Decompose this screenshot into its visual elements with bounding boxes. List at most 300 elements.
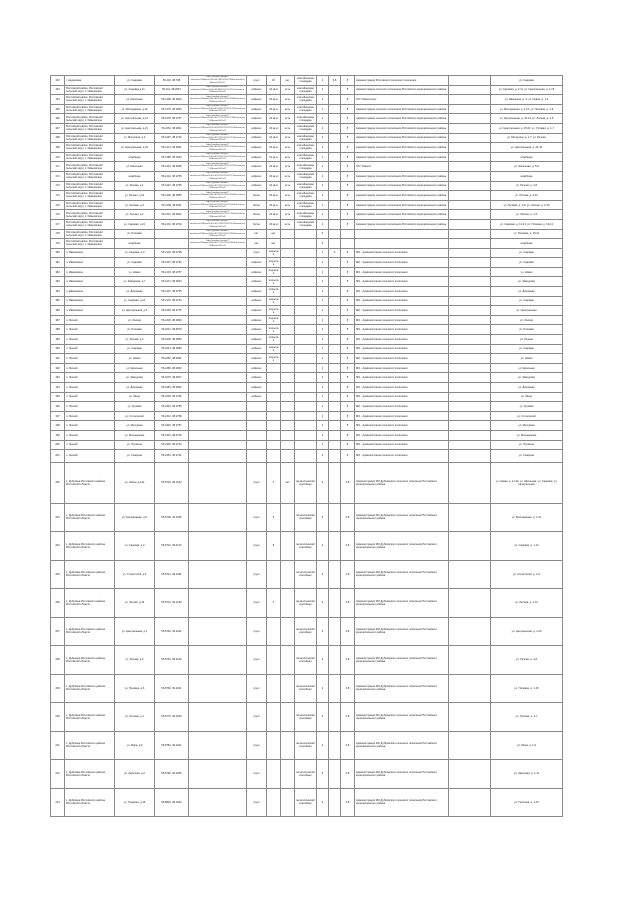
cell-map-link: https://yandex.ru/maps/?whatshere%5Bpoint%5D=38.2811%2C56.2161&whatshere%5Bzoom%5D=17 <box>190 124 245 132</box>
cell-settlement: Ростовский район, Ростовский сельский округ, с. Ивановское <box>65 143 115 153</box>
cell-container-volume <box>329 85 341 95</box>
cell-area <box>267 373 281 383</box>
cell-owner: МО - Администрация сельского поселения <box>355 354 449 364</box>
cell-address: ул. Центральная, д.21 <box>115 123 155 133</box>
cell-address: ул. Школьная <box>115 363 155 373</box>
cell-served-objects: ул. Строителей, д. 1-9 <box>491 560 563 589</box>
cell-coordinates: 56.2107, 38.2763 <box>155 258 189 268</box>
table-row <box>51 123 563 133</box>
cell-coordinates <box>155 239 189 249</box>
cell-container-type: металлический контейнер <box>295 788 317 817</box>
cell-fence <box>281 277 295 287</box>
cell-container-type: контейнерная площадка <box>295 171 317 181</box>
table-row <box>51 95 563 105</box>
cell-settlement: Ростовский район, Ростовский сельский округ, с. Ивановское <box>65 104 115 114</box>
cell-row-number: 204 <box>51 532 65 561</box>
cell-container-count: 1 <box>317 152 329 162</box>
cell-map-link <box>189 287 247 297</box>
cell-settlement: Ростовский район, Ростовский сельский округ, с. Ивановское <box>65 123 115 133</box>
cell-container-count: 2 <box>317 462 329 503</box>
cell-sources <box>449 532 491 561</box>
cell-row-number: 196 <box>51 402 65 412</box>
table-row <box>51 200 563 210</box>
cell-fence: есть <box>281 152 295 162</box>
cell-fence <box>281 532 295 561</box>
cell-container-type <box>295 315 317 325</box>
cell-settlement: п. Лесной <box>65 430 115 440</box>
cell-owner: Администрация сельского поселения Ростовского муниципального района <box>355 210 449 220</box>
cell-fence <box>281 560 295 589</box>
cell-surface: асфальт <box>247 123 267 133</box>
cell-fence: есть <box>281 191 295 201</box>
table-row <box>51 411 563 421</box>
table-row <box>51 402 563 412</box>
cell-row-number: 208 <box>51 646 65 675</box>
cell-served-objects: ул. Заводская <box>491 373 563 383</box>
cell-container-volume <box>329 617 341 646</box>
cell-surface: асфальт <box>247 325 267 335</box>
table-row <box>51 76 563 86</box>
cell-map-link: https://yandex.ru/maps/?whatshere%5Bpoint%5D=38.2801%2C56.211&whatshere%5Bzoom%5D=17 <box>189 85 247 95</box>
cell-capacity: 8 <box>341 267 355 277</box>
cell-served-objects: ул. Речная, д. 1-8 <box>491 646 563 675</box>
cell-map-link: https://yandex.ru/maps/?whatshere%5Bpoint%5D=38.2838%2C56.2141&whatshere%5Bzoom%5D=17 <box>190 162 245 170</box>
cell-container-volume <box>329 363 341 373</box>
cell-address: ул. Заречная, д.2 <box>115 760 155 789</box>
cell-sources <box>449 277 491 287</box>
cell-address: ул. Строителей <box>115 411 155 421</box>
cell-area: 16 кв.м <box>267 133 281 143</box>
table-row <box>51 617 563 646</box>
cell-capacity <box>341 229 355 239</box>
cell-map-link <box>189 674 247 703</box>
cell-container-volume <box>329 532 341 561</box>
cell-row-number: 175 <box>51 200 65 210</box>
cell-owner: МО - Администрация сельского поселения <box>355 306 449 316</box>
cell-sources <box>449 503 491 532</box>
cell-container-count: 1 <box>317 258 329 268</box>
table-row <box>51 267 563 277</box>
cell-settlement: Ростовский район, Ростовский сельский округ, с. Ивановское <box>65 171 115 181</box>
cell-address: ул. Садовая, д.12 <box>115 296 155 306</box>
cell-fence: есть <box>281 143 295 153</box>
cell-fence: есть <box>281 114 295 124</box>
cell-surface: асфальт <box>247 152 267 162</box>
cell-container-volume <box>329 589 341 618</box>
cell-row-number: 195 <box>51 392 65 402</box>
table-row <box>51 229 563 239</box>
cell-settlement: п. Ивановское <box>65 277 115 287</box>
cell-owner: МО - Администрация сельского поселения <box>355 392 449 402</box>
cell-area: открытая <box>267 277 281 287</box>
cell-container-count: 0 <box>317 239 329 249</box>
cell-area <box>267 674 281 703</box>
cell-coordinates: 56.2211, 38.2870 <box>155 325 189 335</box>
cell-fence <box>281 392 295 402</box>
cell-container-type: металлический контейнер <box>295 462 317 503</box>
cell-area: 16 кв.м <box>267 114 281 124</box>
table-row <box>51 674 563 703</box>
cell-address: ул. Полевая <box>115 229 155 239</box>
cell-container-type <box>295 335 317 345</box>
cell-capacity: 0,8 <box>341 462 355 503</box>
cell-owner: Администрация МО Дубровского сельского поселения Ростовского муниципального района <box>355 589 449 618</box>
cell-owner: МО - Администрация сельского поселения <box>355 335 449 345</box>
cell-container-count: 1 <box>317 200 329 210</box>
cell-served-objects: ул. Мичурина <box>491 421 563 431</box>
cell-container-volume <box>329 335 341 345</box>
cell-sources <box>449 411 491 421</box>
cell-served-objects: ул. Мира <box>491 392 563 402</box>
cell-capacity: 0,8 <box>341 560 355 589</box>
cell-capacity: 8 <box>341 325 355 335</box>
cell-fence <box>281 440 295 450</box>
cell-container-count: 1 <box>317 210 329 220</box>
cell-coordinates: 56.2128, 38.2810 <box>155 95 189 105</box>
cell-container-volume <box>329 191 341 201</box>
cell-area <box>267 402 281 412</box>
table-row <box>51 114 563 124</box>
cell-served-objects: ул. Новая <box>491 354 563 364</box>
cell-served-objects: ул. Садовая, д. 12-21; ул. Полевая, д. 10-14 <box>491 219 563 229</box>
registry-table <box>50 75 563 817</box>
cell-sources <box>449 462 491 503</box>
cell-map-link: https://yandex.ru/maps/?whatshere%5Bpoint%5D=38.2720%2C56.2090&whatshere%5Bzoom%5D=17 <box>190 229 245 238</box>
cell-area: 5 <box>267 503 281 532</box>
cell-address: ул. Центральная, д.1 <box>115 617 155 646</box>
cell-map-link <box>189 392 247 402</box>
cell-owner: МО - Администрация сельского поселения <box>355 277 449 287</box>
cell-fence <box>281 411 295 421</box>
cell-sources <box>449 731 491 760</box>
cell-fence: есть <box>281 133 295 143</box>
table-row <box>51 306 563 316</box>
registry-rows <box>51 76 563 817</box>
cell-served-objects: ул. Луговая <box>491 402 563 412</box>
cell-surface: грунт <box>247 617 267 646</box>
cell-coordinates: 56.2331, 38.2745 <box>155 430 189 440</box>
cell-map-link: https://yandex.ru/maps/?whatshere%5Bpoint%5D=38.2924%2C56.2185&whatshere%5Bzoom%5D=17 <box>190 153 245 161</box>
cell-container-volume <box>329 430 341 440</box>
cell-container-count: 2 <box>317 788 329 817</box>
table-row <box>51 440 563 450</box>
cell-container-type: контейнерная площадка <box>295 219 317 229</box>
cell-coordinates: 56.2252, 38.2841 <box>155 354 189 364</box>
cell-served-objects: ул. Луговая, д. 1-9; ул. Лесная, д. 6-10 <box>491 200 563 210</box>
cell-address: ул. Заводская, д.7 <box>115 277 155 287</box>
cell-served-objects: ул. Мира, д. 1-9 <box>491 731 563 760</box>
cell-container-type <box>295 411 317 421</box>
cell-owner: Администрация сельского поселения Ростовского муниципального района <box>355 171 449 181</box>
cell-map-link <box>189 646 247 675</box>
cell-area: 16 кв.м <box>267 85 281 95</box>
cell-fence <box>281 344 295 354</box>
cell-row-number: 162 <box>51 76 65 86</box>
cell-container-type <box>295 450 317 462</box>
cell-container-volume <box>329 123 341 133</box>
cell-container-count: 1 <box>317 392 329 402</box>
table-row <box>51 392 563 402</box>
cell-coordinates: 56.2102, 38.2798 <box>155 248 189 258</box>
cell-row-number: 184 <box>51 287 65 297</box>
cell-container-type: контейнерная площадка <box>295 104 317 114</box>
cell-row-number: 163 <box>51 85 65 95</box>
cell-row-number: 198 <box>51 421 65 431</box>
cell-served-objects: ул. Садовая <box>491 258 563 268</box>
cell-row-number: 209 <box>51 674 65 703</box>
cell-capacity: 8 <box>341 114 355 124</box>
cell-container-type <box>295 239 317 249</box>
cell-capacity: 8 <box>341 296 355 306</box>
cell-capacity: 8 <box>341 85 355 95</box>
cell-capacity: 8 <box>341 392 355 402</box>
cell-map-link: https://yandex.ru/maps/?whatshere%5Bpoint%5D=38.2830%2C56.2175&whatshere%5Bzoom%5D=17 <box>190 105 245 113</box>
cell-surface: грунт <box>247 589 267 618</box>
cell-owner: МО - Администрация сельского поселения <box>355 421 449 431</box>
cell-capacity: 0,8 <box>341 617 355 646</box>
cell-address: ул. Речная, д.12 <box>115 191 155 201</box>
cell-capacity: 8 <box>341 152 355 162</box>
table-row <box>51 152 563 162</box>
cell-area: 16 кв.м <box>267 162 281 172</box>
cell-sources <box>449 760 491 789</box>
cell-container-volume <box>329 219 341 229</box>
cell-settlement: Ростовский район, Ростовский сельский округ, с. Ивановское <box>65 191 115 201</box>
cell-settlement: п. Лесной <box>65 421 115 431</box>
table-row <box>51 162 563 172</box>
cell-capacity: 0,8 <box>341 503 355 532</box>
cell-address: ул. Дорожная <box>115 383 155 393</box>
cell-address: ул. Новая <box>115 354 155 364</box>
cell-served-objects: ул. Школьная, д. 5-8 <box>491 162 563 172</box>
cell-coordinates: 56.2178, 38.2757 <box>155 114 189 124</box>
cell-address: ул. Центральная, д.14 <box>115 114 155 124</box>
cell-container-volume <box>329 143 341 153</box>
cell-container-type: контейнерная площадка <box>295 181 317 191</box>
cell-container-type: металлический контейнер <box>295 646 317 675</box>
cell-fence <box>281 760 295 789</box>
cell-served-objects: ул. Молодежная, д. 1-10 <box>491 503 563 532</box>
cell-owner: Администрация МО Дубровского сельского поселения Ростовского муниципального района <box>355 617 449 646</box>
cell-area: 12 кв.м <box>267 152 281 162</box>
cell-map-link <box>189 277 247 287</box>
table-row <box>51 219 563 229</box>
cell-settlement: с. Дубровка Ростовского района Ростовской области <box>65 560 115 589</box>
cell-row-number: 192 <box>51 363 65 373</box>
cell-fence <box>281 617 295 646</box>
cell-sources <box>449 306 491 316</box>
cell-container-count: 1 <box>317 344 329 354</box>
cell-surface: грунт <box>247 760 267 789</box>
cell-surface: асфальт <box>247 306 267 316</box>
cell-owner: МО - Администрация сельского поселения <box>355 363 449 373</box>
cell-fence <box>281 229 295 239</box>
cell-owner: МО - Администрация сельского поселения <box>355 450 449 462</box>
cell-sources <box>449 335 491 345</box>
cell-owner: Администрация сельского поселения Ростовского муниципального района <box>355 104 449 114</box>
cell-coordinates: 56.8712, 39.2170 <box>155 532 189 561</box>
cell-capacity: 8 <box>341 421 355 431</box>
cell-container-count: 1 <box>317 383 329 393</box>
cell-sources <box>449 181 491 191</box>
cell-container-count: 1 <box>317 354 329 364</box>
cell-address: ул. Мичурина, д.2 <box>115 133 155 143</box>
cell-capacity: 8 <box>341 258 355 268</box>
cell-fence: есть <box>281 171 295 181</box>
cell-surface: нет <box>247 239 267 249</box>
cell-coordinates: 56.8762, 39.2221 <box>155 674 189 703</box>
cell-settlement: Ростовский район, Ростовский сельский округ, с. Ивановское <box>65 219 115 229</box>
table-row <box>51 760 563 789</box>
cell-row-number: 203 <box>51 503 65 532</box>
cell-map-link: https://yandex.ru/maps/?whatshere%5Bpoint%5D=38.2742%2C56.2197&whatshere%5Bzoom%5D=17 <box>190 133 245 142</box>
cell-container-type <box>295 229 317 239</box>
cell-container-count: 1 <box>317 363 329 373</box>
cell-fence <box>281 335 295 345</box>
cell-container-count: 2 <box>317 646 329 675</box>
cell-surface: асфальт <box>247 392 267 402</box>
cell-settlement: с. Дубровка Ростовского района Ростовской области <box>65 760 115 789</box>
cell-area: открытая <box>267 315 281 325</box>
cell-surface: бетон <box>247 191 267 201</box>
cell-sources <box>449 450 491 462</box>
cell-coordinates: 56.2113, 38.2820 <box>155 210 189 220</box>
cell-capacity: 8 <box>341 95 355 105</box>
cell-fence <box>281 258 295 268</box>
cell-sources <box>449 383 491 393</box>
cell-capacity: 0,8 <box>341 532 355 561</box>
cell-container-count: 1 <box>317 421 329 431</box>
cell-row-number: 169 <box>51 143 65 153</box>
cell-area: 16 кв.м <box>267 104 281 114</box>
cell-sources <box>449 152 491 162</box>
cell-coordinates: 56.2101, 38.2743 <box>155 219 189 229</box>
cell-container-type: контейнерная площадка <box>295 191 317 201</box>
cell-container-volume <box>329 731 341 760</box>
cell-container-volume <box>329 674 341 703</box>
cell-coordinates: 56.2197, 38.2742 <box>155 133 189 143</box>
cell-fence <box>281 287 295 297</box>
cell-map-link <box>189 258 247 268</box>
cell-settlement: п. Лесной <box>65 344 115 354</box>
cell-container-count: 1 <box>317 277 329 287</box>
cell-area: 16 кв.м <box>267 200 281 210</box>
cell-fence: есть <box>281 219 295 229</box>
cell-served-objects: ул. Молодежная <box>491 430 563 440</box>
cell-fence <box>281 373 295 383</box>
cell-surface: асфальт <box>247 114 267 124</box>
cell-container-volume <box>329 114 341 124</box>
cell-served-objects: ул. Луговая, д. 1-7 <box>491 703 563 732</box>
cell-map-link <box>189 703 247 732</box>
cell-map-link <box>189 335 247 345</box>
cell-coordinates: 56.2230, 38.2856 <box>155 335 189 345</box>
cell-container-type <box>295 354 317 364</box>
cell-fence <box>281 646 295 675</box>
cell-map-link <box>189 296 247 306</box>
cell-sources <box>449 296 491 306</box>
cell-settlement: с. Дубровка Ростовского района Ростовской области <box>65 589 115 618</box>
table-row <box>51 788 563 817</box>
cell-container-type <box>295 373 317 383</box>
cell-capacity: 8 <box>341 104 355 114</box>
cell-surface: грунт <box>247 503 267 532</box>
cell-container-volume <box>329 392 341 402</box>
cell-row-number: 173 <box>51 181 65 191</box>
cell-container-volume <box>329 95 341 105</box>
cell-sources <box>449 76 491 86</box>
cell-area: 16 <box>267 76 281 86</box>
cell-map-link <box>189 788 247 817</box>
cell-settlement: Ростовский район, Ростовский сельский округ, с. Ивановское <box>65 200 115 210</box>
cell-capacity: 0,8 <box>341 788 355 817</box>
cell-container-type <box>295 296 317 306</box>
cell-owner <box>355 239 449 249</box>
cell-surface: асфальт <box>247 85 267 95</box>
cell-sources <box>449 133 491 143</box>
cell-map-link: https://yandex.ru/maps/?whatshere%5Bpoint%5D=38.2711%2C56.2082&whatshere%5Bzoom%5D=17 <box>190 239 245 247</box>
cell-row-number: 207 <box>51 617 65 646</box>
cell-surface: бетон <box>247 219 267 229</box>
cell-surface: асфальт <box>247 277 267 287</box>
cell-container-volume <box>329 383 341 393</box>
cell-sources <box>449 200 491 210</box>
cell-capacity: 8 <box>341 210 355 220</box>
table-row <box>51 315 563 325</box>
cell-fence <box>281 430 295 440</box>
cell-container-type: металлический контейнер <box>295 731 317 760</box>
cell-settlement: Ростовский район, Ростовский сельский округ, с. Ивановское <box>65 181 115 191</box>
cell-container-count: 1 <box>317 133 329 143</box>
cell-container-count: 0 <box>317 229 329 239</box>
cell-served-objects: кладбище <box>491 171 563 181</box>
table-row <box>51 287 563 297</box>
cell-surface: грунт <box>247 788 267 817</box>
cell-map-link <box>189 503 247 532</box>
cell-address: ул. Гагарина <box>115 450 155 462</box>
cell-container-count: 1 <box>317 402 329 412</box>
cell-area <box>267 646 281 675</box>
cell-owner: Администрация сельского поселения Ростовского муниципального района <box>355 123 449 133</box>
cell-owner: МО - Администрация сельского поселения <box>355 430 449 440</box>
cell-row-number: 191 <box>51 354 65 364</box>
cell-settlement: п. Ивановское <box>65 267 115 277</box>
cell-row-number: 170 <box>51 152 65 162</box>
cell-owner: МО - Администрация сельского поселения <box>355 296 449 306</box>
cell-area <box>267 411 281 421</box>
cell-sources <box>449 788 491 817</box>
cell-surface: асфальт <box>247 344 267 354</box>
cell-area: открытая <box>267 306 281 316</box>
cell-served-objects: ул. Садовая <box>491 248 563 258</box>
cell-container-type: контейнерная площадка <box>295 123 317 133</box>
cell-container-volume: 0,8 <box>329 76 341 86</box>
cell-row-number: 186 <box>51 306 65 316</box>
cell-owner: Администрация Ростовского сельского поселения <box>355 76 449 86</box>
cell-area <box>267 760 281 789</box>
cell-coordinates: 56.2266, 38.2833 <box>155 363 189 373</box>
cell-coordinates: 56.2141, 38.2838 <box>155 162 189 172</box>
table-row <box>51 354 563 364</box>
cell-row-number: 185 <box>51 296 65 306</box>
cell-fence <box>281 325 295 335</box>
cell-surface: асфальт <box>247 104 267 114</box>
cell-capacity: 8 <box>341 76 355 86</box>
cell-capacity: 8 <box>341 162 355 172</box>
cell-fence <box>281 363 295 373</box>
cell-container-count: 2 <box>317 589 329 618</box>
cell-sources <box>449 85 491 95</box>
